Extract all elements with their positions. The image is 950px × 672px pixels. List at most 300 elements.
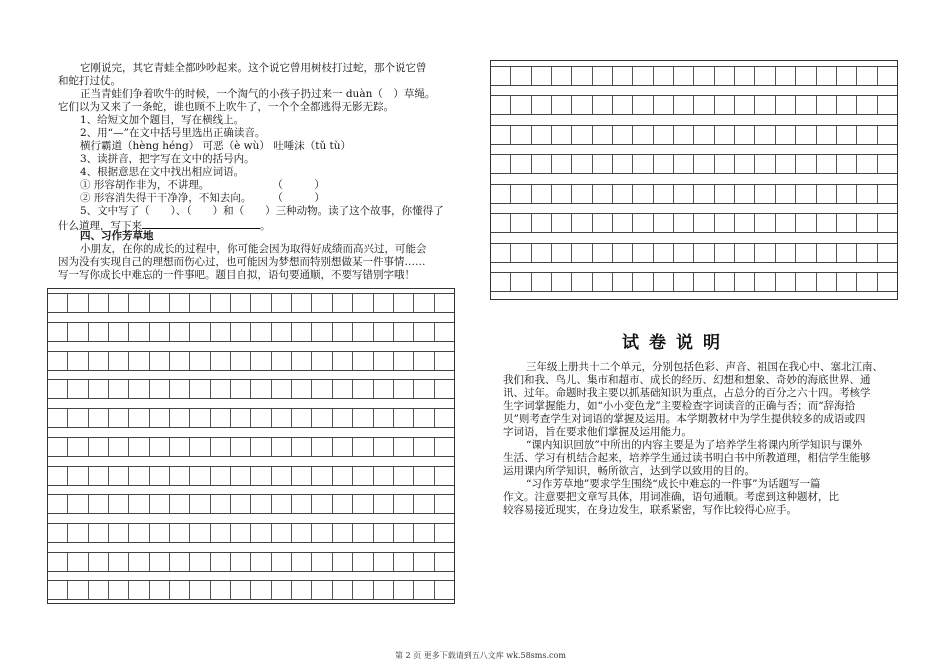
grid-cell[interactable]	[230, 294, 250, 312]
grid-cell[interactable]	[373, 380, 393, 398]
grid-cell[interactable]	[795, 214, 815, 232]
grid-cell[interactable]	[128, 380, 148, 398]
grid-cell[interactable]	[88, 323, 108, 341]
grid-cell[interactable]	[693, 185, 713, 203]
grid-cell[interactable]	[291, 352, 311, 370]
grid-cell[interactable]	[250, 495, 270, 513]
grid-cell[interactable]	[352, 352, 372, 370]
grid-cell[interactable]	[632, 67, 652, 85]
grid-cell[interactable]	[393, 581, 413, 599]
grid-cell[interactable]	[271, 524, 291, 542]
grid-cell[interactable]	[491, 273, 510, 291]
grid-cell[interactable]	[673, 155, 693, 173]
grid-cell[interactable]	[250, 380, 270, 398]
grid-cell[interactable]	[332, 294, 352, 312]
grid-cell[interactable]	[210, 467, 230, 485]
grid-cell[interactable]	[632, 273, 652, 291]
grid-cell[interactable]	[352, 380, 372, 398]
grid-cell[interactable]	[108, 352, 128, 370]
grid-cell[interactable]	[673, 214, 693, 232]
grid-cell[interactable]	[693, 214, 713, 232]
grid-cell[interactable]	[291, 581, 311, 599]
grid-cell[interactable]	[210, 495, 230, 513]
grid-cell[interactable]	[816, 155, 836, 173]
grid-cell[interactable]	[332, 467, 352, 485]
grid-cell[interactable]	[210, 438, 230, 456]
grid-cell[interactable]	[612, 214, 632, 232]
grid-cell[interactable]	[754, 126, 774, 144]
grid-cell[interactable]	[128, 323, 148, 341]
grid-cell[interactable]	[311, 380, 331, 398]
grid-cell[interactable]	[653, 185, 673, 203]
grid-cell[interactable]	[149, 553, 169, 571]
grid-cell[interactable]	[877, 96, 897, 114]
grid-cell[interactable]	[210, 323, 230, 341]
grid-cell[interactable]	[373, 524, 393, 542]
grid-cell[interactable]	[108, 294, 128, 312]
grid-cell[interactable]	[332, 323, 352, 341]
grid-cell[interactable]	[88, 409, 108, 427]
grid-cell[interactable]	[714, 67, 734, 85]
grid-cell[interactable]	[189, 438, 209, 456]
grid-cell[interactable]	[775, 185, 795, 203]
grid-cell[interactable]	[271, 495, 291, 513]
grid-cell[interactable]	[836, 214, 856, 232]
grid-cell[interactable]	[210, 581, 230, 599]
grid-cell[interactable]	[531, 96, 551, 114]
grid-cell[interactable]	[413, 352, 433, 370]
grid-cell[interactable]	[128, 294, 148, 312]
grid-cell[interactable]	[734, 126, 754, 144]
grid-cell[interactable]	[816, 244, 836, 262]
grid-cell[interactable]	[673, 67, 693, 85]
grid-cell[interactable]	[531, 214, 551, 232]
grid-cell[interactable]	[434, 495, 454, 513]
grid-cell[interactable]	[291, 467, 311, 485]
grid-cell[interactable]	[673, 185, 693, 203]
grid-cell[interactable]	[48, 524, 67, 542]
grid-cell[interactable]	[413, 467, 433, 485]
grid-cell[interactable]	[373, 294, 393, 312]
grid-cell[interactable]	[592, 244, 612, 262]
grid-cell[interactable]	[632, 96, 652, 114]
grid-cell[interactable]	[48, 294, 67, 312]
grid-cell[interactable]	[88, 438, 108, 456]
grid-cell[interactable]	[571, 244, 591, 262]
grid-cell[interactable]	[592, 126, 612, 144]
grid-cell[interactable]	[612, 126, 632, 144]
grid-cell[interactable]	[592, 214, 612, 232]
grid-cell[interactable]	[169, 409, 189, 427]
grid-cell[interactable]	[856, 126, 876, 144]
grid-cell[interactable]	[551, 273, 571, 291]
grid-cell[interactable]	[189, 352, 209, 370]
grid-cell[interactable]	[332, 524, 352, 542]
grid-cell[interactable]	[149, 581, 169, 599]
grid-cell[interactable]	[332, 495, 352, 513]
grid-cell[interactable]	[434, 323, 454, 341]
grid-cell[interactable]	[413, 524, 433, 542]
grid-cell[interactable]	[189, 409, 209, 427]
grid-cell[interactable]	[413, 294, 433, 312]
grid-cell[interactable]	[332, 380, 352, 398]
grid-cell[interactable]	[571, 155, 591, 173]
grid-cell[interactable]	[434, 581, 454, 599]
grid-cell[interactable]	[531, 273, 551, 291]
grid-cell[interactable]	[291, 409, 311, 427]
grid-cell[interactable]	[836, 155, 856, 173]
grid-cell[interactable]	[332, 438, 352, 456]
grid-cell[interactable]	[48, 467, 67, 485]
grid-cell[interactable]	[434, 553, 454, 571]
grid-cell[interactable]	[612, 273, 632, 291]
grid-cell[interactable]	[592, 273, 612, 291]
grid-cell[interactable]	[413, 438, 433, 456]
grid-cell[interactable]	[775, 155, 795, 173]
grid-cell[interactable]	[352, 495, 372, 513]
grid-cell[interactable]	[491, 126, 510, 144]
grid-cell[interactable]	[393, 380, 413, 398]
grid-cell[interactable]	[67, 380, 87, 398]
grid-cell[interactable]	[836, 244, 856, 262]
grid-cell[interactable]	[632, 244, 652, 262]
grid-cell[interactable]	[714, 244, 734, 262]
grid-cell[interactable]	[189, 524, 209, 542]
grid-cell[interactable]	[653, 126, 673, 144]
grid-cell[interactable]	[836, 126, 856, 144]
grid-cell[interactable]	[531, 126, 551, 144]
grid-cell[interactable]	[88, 467, 108, 485]
grid-cell[interactable]	[393, 524, 413, 542]
grid-cell[interactable]	[856, 244, 876, 262]
grid-cell[interactable]	[434, 467, 454, 485]
grid-cell[interactable]	[393, 438, 413, 456]
grid-cell[interactable]	[291, 524, 311, 542]
grid-cell[interactable]	[510, 126, 530, 144]
grid-cell[interactable]	[816, 214, 836, 232]
grid-cell[interactable]	[510, 185, 530, 203]
grid-cell[interactable]	[531, 155, 551, 173]
grid-cell[interactable]	[877, 273, 897, 291]
grid-cell[interactable]	[673, 96, 693, 114]
grid-cell[interactable]	[311, 495, 331, 513]
grid-cell[interactable]	[149, 438, 169, 456]
grid-cell[interactable]	[128, 438, 148, 456]
grid-cell[interactable]	[714, 185, 734, 203]
grid-cell[interactable]	[189, 294, 209, 312]
grid-cell[interactable]	[714, 126, 734, 144]
grid-cell[interactable]	[169, 467, 189, 485]
grid-cell[interactable]	[67, 524, 87, 542]
grid-cell[interactable]	[693, 126, 713, 144]
grid-cell[interactable]	[510, 67, 530, 85]
grid-cell[interactable]	[230, 409, 250, 427]
grid-cell[interactable]	[230, 553, 250, 571]
grid-cell[interactable]	[149, 467, 169, 485]
grid-cell[interactable]	[693, 273, 713, 291]
grid-cell[interactable]	[352, 438, 372, 456]
grid-cell[interactable]	[291, 553, 311, 571]
grid-cell[interactable]	[551, 244, 571, 262]
grid-cell[interactable]	[413, 323, 433, 341]
grid-cell[interactable]	[210, 409, 230, 427]
grid-cell[interactable]	[230, 380, 250, 398]
grid-cell[interactable]	[510, 244, 530, 262]
grid-cell[interactable]	[149, 323, 169, 341]
grid-cell[interactable]	[128, 553, 148, 571]
grid-cell[interactable]	[291, 380, 311, 398]
grid-cell[interactable]	[551, 185, 571, 203]
grid-cell[interactable]	[612, 244, 632, 262]
grid-cell[interactable]	[67, 553, 87, 571]
grid-cell[interactable]	[128, 524, 148, 542]
grid-cell[interactable]	[67, 409, 87, 427]
grid-cell[interactable]	[271, 438, 291, 456]
grid-cell[interactable]	[250, 581, 270, 599]
grid-cell[interactable]	[149, 524, 169, 542]
grid-cell[interactable]	[877, 214, 897, 232]
grid-cell[interactable]	[352, 553, 372, 571]
grid-cell[interactable]	[88, 581, 108, 599]
grid-cell[interactable]	[210, 380, 230, 398]
grid-cell[interactable]	[612, 155, 632, 173]
grid-cell[interactable]	[592, 67, 612, 85]
grid-cell[interactable]	[230, 524, 250, 542]
grid-cell[interactable]	[67, 352, 87, 370]
grid-cell[interactable]	[754, 155, 774, 173]
grid-cell[interactable]	[434, 409, 454, 427]
grid-cell[interactable]	[816, 126, 836, 144]
grid-cell[interactable]	[434, 438, 454, 456]
grid-cell[interactable]	[434, 294, 454, 312]
grid-cell[interactable]	[189, 553, 209, 571]
grid-cell[interactable]	[877, 67, 897, 85]
grid-cell[interactable]	[510, 214, 530, 232]
grid-cell[interactable]	[816, 67, 836, 85]
grid-cell[interactable]	[653, 214, 673, 232]
grid-cell[interactable]	[332, 409, 352, 427]
grid-cell[interactable]	[795, 155, 815, 173]
grid-cell[interactable]	[169, 524, 189, 542]
grid-cell[interactable]	[632, 214, 652, 232]
grid-cell[interactable]	[169, 495, 189, 513]
grid-cell[interactable]	[311, 553, 331, 571]
grid-cell[interactable]	[734, 96, 754, 114]
grid-cell[interactable]	[491, 244, 510, 262]
grid-cell[interactable]	[108, 467, 128, 485]
grid-cell[interactable]	[491, 96, 510, 114]
grid-cell[interactable]	[189, 323, 209, 341]
grid-cell[interactable]	[693, 155, 713, 173]
grid-cell[interactable]	[413, 553, 433, 571]
grid-cell[interactable]	[88, 524, 108, 542]
grid-cell[interactable]	[67, 438, 87, 456]
grid-cell[interactable]	[250, 323, 270, 341]
grid-cell[interactable]	[592, 185, 612, 203]
grid-cell[interactable]	[48, 495, 67, 513]
grid-cell[interactable]	[67, 467, 87, 485]
grid-cell[interactable]	[856, 155, 876, 173]
grid-cell[interactable]	[230, 467, 250, 485]
grid-cell[interactable]	[693, 67, 713, 85]
grid-cell[interactable]	[795, 244, 815, 262]
grid-cell[interactable]	[653, 96, 673, 114]
grid-cell[interactable]	[632, 155, 652, 173]
grid-cell[interactable]	[128, 467, 148, 485]
grid-cell[interactable]	[210, 352, 230, 370]
grid-cell[interactable]	[754, 244, 774, 262]
grid-cell[interactable]	[632, 126, 652, 144]
grid-cell[interactable]	[210, 524, 230, 542]
grid-cell[interactable]	[592, 96, 612, 114]
grid-cell[interactable]	[795, 273, 815, 291]
grid-cell[interactable]	[48, 553, 67, 571]
grid-cell[interactable]	[734, 185, 754, 203]
grid-cell[interactable]	[271, 323, 291, 341]
grid-cell[interactable]	[48, 323, 67, 341]
grid-cell[interactable]	[592, 155, 612, 173]
grid-cell[interactable]	[393, 352, 413, 370]
grid-cell[interactable]	[352, 294, 372, 312]
grid-cell[interactable]	[856, 185, 876, 203]
grid-cell[interactable]	[311, 467, 331, 485]
grid-cell[interactable]	[551, 155, 571, 173]
grid-cell[interactable]	[271, 380, 291, 398]
grid-cell[interactable]	[332, 352, 352, 370]
grid-cell[interactable]	[693, 244, 713, 262]
grid-cell[interactable]	[88, 352, 108, 370]
grid-cell[interactable]	[856, 214, 876, 232]
grid-cell[interactable]	[149, 495, 169, 513]
grid-cell[interactable]	[48, 581, 67, 599]
grid-cell[interactable]	[856, 67, 876, 85]
grid-cell[interactable]	[510, 273, 530, 291]
grid-cell[interactable]	[551, 96, 571, 114]
grid-cell[interactable]	[291, 323, 311, 341]
grid-cell[interactable]	[571, 96, 591, 114]
grid-cell[interactable]	[836, 185, 856, 203]
grid-cell[interactable]	[291, 438, 311, 456]
grid-cell[interactable]	[311, 581, 331, 599]
grid-cell[interactable]	[311, 438, 331, 456]
grid-cell[interactable]	[551, 67, 571, 85]
grid-cell[interactable]	[795, 96, 815, 114]
grid-cell[interactable]	[108, 438, 128, 456]
grid-cell[interactable]	[877, 244, 897, 262]
grid-cell[interactable]	[754, 273, 774, 291]
grid-cell[interactable]	[108, 495, 128, 513]
grid-cell[interactable]	[673, 244, 693, 262]
grid-cell[interactable]	[413, 409, 433, 427]
grid-cell[interactable]	[531, 67, 551, 85]
grid-cell[interactable]	[571, 185, 591, 203]
grid-cell[interactable]	[230, 323, 250, 341]
grid-cell[interactable]	[856, 273, 876, 291]
grid-cell[interactable]	[210, 553, 230, 571]
grid-cell[interactable]	[612, 96, 632, 114]
grid-cell[interactable]	[434, 352, 454, 370]
grid-cell[interactable]	[271, 352, 291, 370]
grid-cell[interactable]	[653, 244, 673, 262]
grid-cell[interactable]	[149, 380, 169, 398]
grid-cell[interactable]	[352, 467, 372, 485]
grid-cell[interactable]	[128, 352, 148, 370]
grid-cell[interactable]	[510, 155, 530, 173]
grid-cell[interactable]	[311, 524, 331, 542]
grid-cell[interactable]	[393, 294, 413, 312]
grid-cell[interactable]	[67, 323, 87, 341]
grid-cell[interactable]	[149, 294, 169, 312]
grid-cell[interactable]	[393, 323, 413, 341]
grid-cell[interactable]	[653, 155, 673, 173]
grid-cell[interactable]	[373, 553, 393, 571]
grid-cell[interactable]	[734, 273, 754, 291]
grid-cell[interactable]	[271, 581, 291, 599]
grid-cell[interactable]	[108, 581, 128, 599]
grid-cell[interactable]	[571, 126, 591, 144]
grid-cell[interactable]	[734, 67, 754, 85]
grid-cell[interactable]	[795, 185, 815, 203]
writing-grid-right[interactable]	[490, 60, 898, 300]
grid-cell[interactable]	[754, 185, 774, 203]
grid-cell[interactable]	[571, 67, 591, 85]
grid-cell[interactable]	[795, 67, 815, 85]
grid-cell[interactable]	[88, 380, 108, 398]
grid-cell[interactable]	[491, 155, 510, 173]
grid-cell[interactable]	[67, 495, 87, 513]
grid-cell[interactable]	[108, 409, 128, 427]
grid-cell[interactable]	[250, 352, 270, 370]
grid-cell[interactable]	[571, 214, 591, 232]
grid-cell[interactable]	[653, 273, 673, 291]
grid-cell[interactable]	[836, 273, 856, 291]
grid-cell[interactable]	[48, 352, 67, 370]
grid-cell[interactable]	[189, 380, 209, 398]
grid-cell[interactable]	[734, 244, 754, 262]
grid-cell[interactable]	[510, 96, 530, 114]
grid-cell[interactable]	[612, 185, 632, 203]
grid-cell[interactable]	[373, 352, 393, 370]
grid-cell[interactable]	[856, 96, 876, 114]
grid-cell[interactable]	[149, 409, 169, 427]
grid-cell[interactable]	[612, 67, 632, 85]
grid-cell[interactable]	[169, 380, 189, 398]
grid-cell[interactable]	[714, 155, 734, 173]
grid-cell[interactable]	[877, 126, 897, 144]
grid-cell[interactable]	[271, 409, 291, 427]
grid-cell[interactable]	[189, 467, 209, 485]
grid-cell[interactable]	[352, 581, 372, 599]
grid-cell[interactable]	[816, 96, 836, 114]
grid-cell[interactable]	[250, 553, 270, 571]
grid-cell[interactable]	[88, 495, 108, 513]
grid-cell[interactable]	[189, 495, 209, 513]
grid-cell[interactable]	[413, 495, 433, 513]
grid-cell[interactable]	[734, 214, 754, 232]
grid-cell[interactable]	[373, 581, 393, 599]
grid-cell[interactable]	[393, 495, 413, 513]
grid-cell[interactable]	[271, 467, 291, 485]
grid-cell[interactable]	[373, 495, 393, 513]
grid-cell[interactable]	[189, 581, 209, 599]
grid-cell[interactable]	[571, 273, 591, 291]
grid-cell[interactable]	[67, 294, 87, 312]
grid-cell[interactable]	[816, 185, 836, 203]
grid-cell[interactable]	[836, 67, 856, 85]
grid-cell[interactable]	[48, 438, 67, 456]
grid-cell[interactable]	[210, 294, 230, 312]
grid-cell[interactable]	[775, 244, 795, 262]
